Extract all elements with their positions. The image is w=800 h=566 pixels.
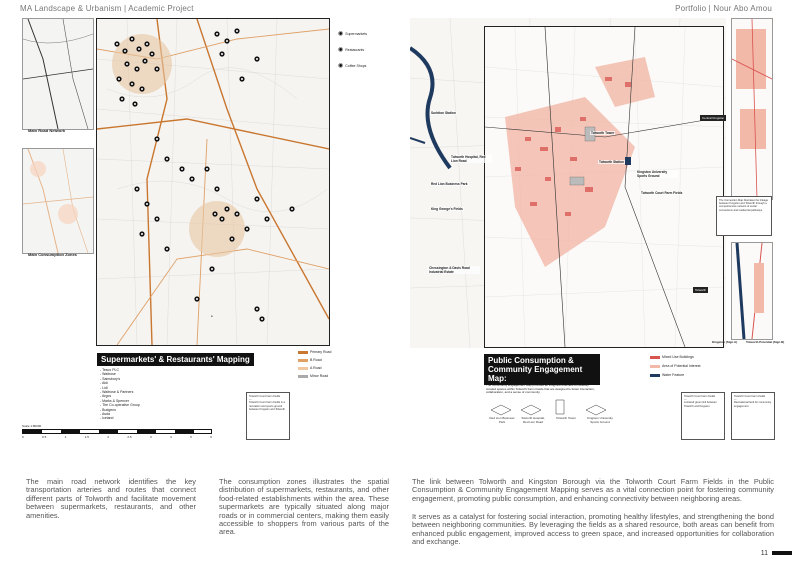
map-pin-dot [226, 208, 228, 210]
label-surbiton: Surbiton Station [431, 111, 456, 115]
label-king-george: King George's Fields [431, 207, 463, 211]
supermarkets-map [96, 18, 330, 346]
store-list [100, 368, 190, 421]
label-tolworth: Tolworth [695, 288, 707, 292]
scale-tick: 6 [210, 435, 212, 439]
map-pin-dot [138, 48, 140, 50]
store-list-item: - Sainsbury's [100, 376, 121, 381]
legend-supermarkets: ◉ Supermarkets [338, 31, 368, 37]
iso-kingston-uni: Kingston University Sports Ground [584, 402, 616, 424]
legend-minor-road: Minor Road [298, 374, 328, 378]
scale-tick: 5 [190, 435, 192, 439]
map-pin-dot [206, 168, 208, 170]
map-pin-dot [126, 63, 128, 65]
legend-mixed-use: Mixed Use Buildings [650, 355, 694, 359]
legend-coffee: ◉ Coffee Shops [338, 63, 367, 69]
iso-red-lion: Red Lion Business Park [489, 402, 515, 424]
map-pin-dot [246, 228, 248, 230]
map-pin-dot [196, 298, 198, 300]
map-pin-dot [236, 213, 238, 215]
store-list-item: - Asda [100, 412, 110, 417]
label-tolworth-station: Tolworth Station [599, 160, 624, 164]
right-map-title: Public Consumption & Community Engagement Map: [484, 354, 600, 385]
map-pin-dot [124, 50, 126, 52]
left-paragraph-1: The main road network identifies the key transportation arteries and routes that connect different parts of Tolworth and facilitate movement between supermarkets, restaurants, and other amenities. [26, 477, 196, 520]
map-pin-dot [121, 98, 123, 100]
map-pin-dot [116, 43, 118, 45]
map-pin-dot [236, 30, 238, 32]
scale-tick: 1.5 [84, 435, 89, 439]
label-tolworth-tower: Tolworth Tower [591, 131, 615, 135]
map-pin-dot [191, 178, 193, 180]
scale-label: Scale 1:80000 [22, 424, 42, 428]
map-pin-dot [261, 318, 263, 320]
store-list-item: - The Co-operative Group [100, 403, 140, 408]
map-pin-dot [256, 198, 258, 200]
right-paragraph-1: The link between Tolworth and Kingston Borough via the Tolworth Court Farm Fields in the Public Consumption & Community Engagement Mapping serves as a vital connection point for fostering community engagement, promoting public consumption, and enhancing connectivity between neighboring areas. [412, 477, 774, 503]
iso-tolworth-tower: Tolworth Tower [553, 398, 579, 420]
minimap-consumption-zones [22, 148, 94, 254]
map-pin-dot [231, 238, 233, 240]
map-pin-dot [131, 83, 133, 85]
minimap-caption-zones: Main Consumption Zones [28, 252, 77, 257]
map-pin-dot [146, 203, 148, 205]
map-pin-dot [291, 208, 293, 210]
label-red-lion: Red Lion Business Park [431, 182, 468, 186]
store-list-item: - Waitrose & Partners [100, 390, 134, 395]
map-pin-dot [221, 218, 223, 220]
map-pin-dot [131, 38, 133, 40]
scale-tick: 2 [107, 435, 109, 439]
store-list-item: - Argos [100, 394, 112, 399]
inset-kingston [731, 18, 773, 200]
map-pin-dot [256, 308, 258, 310]
map-pin-dot [146, 43, 148, 45]
pin-icon: ◉ [338, 31, 344, 37]
map-pin-dot [136, 68, 138, 70]
map-pin-dot [144, 60, 146, 62]
map-pin-dot [214, 213, 216, 215]
info-note-right-1: Tolworth Court Farm Fields — A shared green link between Tolworth and Kingston. [681, 392, 725, 440]
iso-hospital: Tolworth Hospital, Red Lion Road [519, 402, 547, 424]
map-pin-dot [166, 248, 168, 250]
store-list-item: - Tesco PLC [100, 368, 119, 372]
header-left: MA Landscape & Urbanism | Academic Project [20, 4, 194, 13]
right-paragraph-2: It serves as a catalyst for fostering social interaction, promoting healthy lifestyles, and strengthening the bond between neighboring communities. By leveraging the fields as a shared resource, both areas can benefit from enhanced public engagement, improved access to green space, and increased opportunities for collaboration and exchange. [412, 512, 774, 547]
map-pin-dot [156, 218, 158, 220]
pin-icon: ◉ [338, 63, 344, 69]
scale-tick: 1 [64, 435, 67, 439]
legend-potential: Area of Potential Interest [650, 364, 701, 368]
legend-restaurants: ◉ Restaurants [338, 47, 365, 53]
inset-caption-kingston: Kingston (Sign A) [712, 340, 738, 344]
legend-b-road: B Road [298, 358, 322, 362]
page-marker [772, 551, 792, 555]
map-pin-dot [136, 188, 138, 190]
label-tolworth-hospital: Tolworth Hospital, Red Lion Road [450, 155, 492, 163]
map-pin-dot [221, 53, 223, 55]
map-pin-dot [151, 53, 153, 55]
map-pin-dot [141, 233, 143, 235]
info-note-left: Tolworth Court Farm Fields — Tolworth Court Farm Fields is a recreation and sports ground between Kingston and Tolworth. [246, 392, 290, 440]
map-pin-dot [216, 188, 218, 190]
label-court-farm: Tolworth Court Farm Fields [641, 191, 683, 195]
right-map-description: The Community Engagement Map provides an insightful overview of carefully curated spaces within Tolworth Farm Fields that are designed to foster interaction, collaboration, and a sense of community. [486, 383, 595, 395]
scale-bar [22, 424, 212, 439]
scale-tick: 0 [22, 435, 24, 439]
legend-a-road: A Road [298, 366, 321, 370]
header-right: Portfolio | Nour Abo Amou [675, 4, 772, 13]
map-pin-dot [211, 268, 213, 270]
inset-caption-tolworth: Tolworth Potential (Sign B) [746, 340, 785, 344]
minimap-caption-roads: Main Road Network [28, 128, 66, 133]
scale-tick: 2.5 [127, 435, 132, 439]
pin-icon: ◉ [338, 47, 344, 53]
map-pin-dot [241, 78, 243, 80]
map-pin-dot [166, 158, 168, 160]
store-list-item: - Waitrose [100, 372, 116, 377]
store-list-item: - Budgens [100, 407, 116, 412]
map-pin-dot [256, 58, 258, 60]
inset-tolworth [731, 242, 773, 340]
scale-tick: 3 [149, 435, 152, 439]
svg-text:●: ● [211, 314, 213, 318]
map-pin-dot [156, 68, 158, 70]
page-number: 11 [760, 550, 768, 557]
legend-primary-road: Primary Road [298, 350, 331, 354]
map-pin-dot [226, 40, 228, 42]
label-kingston-uni: Kingston University Sports Ground [636, 170, 678, 178]
map-pin-dot [216, 33, 218, 35]
info-note-inset: The Connection Map illustrates the linkage between Kingston and Tolworth through a comprehensive network of social connections and residential pathways. [716, 196, 772, 236]
left-map-title: Supermarkets' & Restaurants' Mapping [97, 353, 254, 366]
store-list-item: - Lidl [100, 385, 108, 390]
scale-tick: 0.5 [42, 435, 47, 439]
map-pin-dot [181, 168, 183, 170]
label-chessington: Chessington & Davis Road Industrial Estate [428, 266, 480, 274]
map-pin-dot [118, 78, 120, 80]
info-note-right-2: Tolworth Court Farm Fields — Recreational land for community engagement. [731, 392, 775, 440]
map-pin-dot [156, 138, 158, 140]
map-pin-dot [141, 88, 143, 90]
left-paragraph-2: The consumption zones illustrates the spatial distribution of supermarkets, restaurants, and other food-related establishments within the area. These supermarkets are typically situated along major roads or in commercial centers, making them easily accessible to shoppers from various parts of the area. [219, 477, 389, 537]
map-pin-dot [266, 218, 268, 220]
store-list-item: - Iceland [100, 416, 114, 421]
label-central-kingston: Central Kingston [702, 116, 725, 120]
store-list-item: - Marks & Spencer [100, 398, 129, 403]
public-consumption-map [484, 26, 724, 348]
store-list-item: - Aldi [100, 381, 108, 386]
map-pin-dot [134, 103, 136, 105]
scale-tick: 4 [170, 435, 172, 439]
legend-water: Water Feature [650, 373, 684, 377]
minimap-road-network [22, 18, 94, 130]
